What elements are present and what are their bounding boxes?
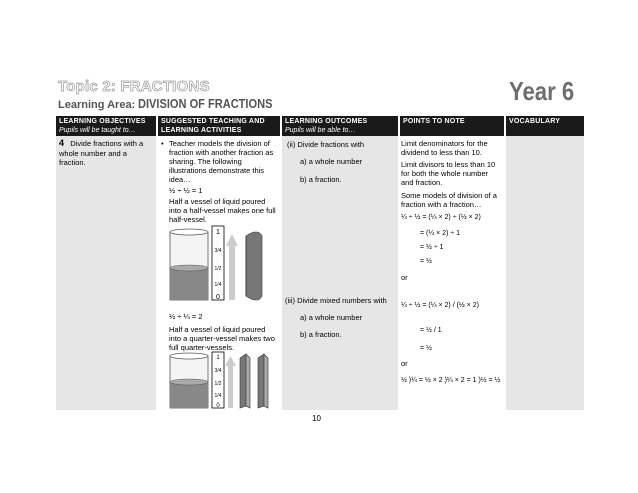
intro-line-3: sharing. The following — [169, 157, 242, 166]
intro-line-2: fraction with another fraction as — [169, 148, 274, 157]
activities-title: SUGGESTED TEACHING AND — [161, 118, 265, 125]
vessel-liquid-top — [170, 265, 208, 271]
model3: ½ )¼ = ½ × 2 )¼ × 2 = 1 )½ = ½ — [401, 377, 501, 384]
page-number: 10 — [312, 414, 321, 423]
objective-text-1: Divide fractions with a — [70, 139, 144, 148]
outcome-ii: (ii) Divide fractions with — [287, 140, 365, 149]
vessel-liquid-top — [170, 379, 208, 385]
objective-number: 4 — [59, 138, 65, 148]
vocabulary-body — [506, 136, 584, 410]
scale-label: 1 — [216, 229, 220, 236]
outcome-iii-a: a) a whole number — [300, 313, 363, 322]
intro-line-5: idea… — [169, 175, 191, 184]
desc2-line-1: Half a vessel of liquid poured — [169, 325, 266, 334]
model1-step-1: ¼ ÷ ½ = (¼ × 2) ÷ (½ × 2) — [401, 214, 481, 221]
desc2-line-3: full quarter-vessels. — [169, 343, 235, 352]
point1-line-2: dividend to less than 10. — [401, 148, 482, 157]
objective-text-2: whole number and a — [59, 149, 127, 158]
equation-2: ½ ÷ ¼ = 2 — [169, 312, 203, 321]
outcome-ii-a: a) a whole number — [300, 157, 363, 166]
outcomes-header — [282, 116, 398, 136]
vessel-top — [170, 229, 208, 235]
arrow-icon — [228, 364, 233, 408]
objective-line-1 — [59, 139, 143, 148]
vessel-top — [170, 353, 208, 359]
model2-step-1: ¼ ÷ ½ = (¼ × 2) / (½ × 2) — [401, 302, 479, 309]
outcome-ii-b: b) a fraction. — [300, 175, 342, 184]
points-header — [400, 116, 504, 136]
outcomes-column — [282, 116, 398, 410]
activities-body — [158, 136, 280, 410]
points-column — [400, 116, 504, 410]
objectives-header — [56, 116, 156, 136]
vocabulary-title: VOCABULARY — [509, 118, 561, 125]
point2-line-2: for both the whole number — [401, 169, 489, 178]
quarter-vessel — [264, 354, 268, 408]
objectives-title: LEARNING OBJECTIVES — [59, 118, 146, 125]
point2-line-3: and fraction. — [401, 178, 443, 187]
points-body — [400, 136, 504, 410]
model1-step-3: = ½ ÷ 1 — [420, 244, 444, 251]
syllabus-table — [56, 116, 584, 410]
outcome-iii-b: b) a fraction. — [300, 330, 342, 339]
model2-step-3: = ½ — [420, 345, 432, 352]
quarter-vessel — [240, 354, 246, 408]
scale-label: 0 — [216, 294, 220, 301]
outcomes-title: LEARNING OUTCOMES — [285, 118, 368, 125]
vessel-liquid — [170, 382, 208, 408]
desc2-line-2: into a quarter-vessel makes two — [169, 334, 275, 343]
point1-line-1: Limit denominators for the — [401, 139, 488, 148]
half-vessel — [246, 232, 262, 300]
point2-line-1: Limit divisors to less than 10 — [401, 160, 496, 169]
scale-label: 1/4 — [214, 282, 222, 288]
learning-area — [58, 96, 296, 111]
scale-label: 0 — [216, 403, 220, 409]
point3-line-1: Some models of division of a — [401, 191, 497, 200]
learning-area-name: DIVISION OF FRACTIONS — [138, 96, 273, 111]
or-separator-2: or — [401, 359, 408, 368]
scale-label: 1/4 — [214, 393, 222, 399]
scale-label: 1 — [216, 355, 220, 361]
outcomes-body — [282, 136, 398, 410]
intro-line-1: Teacher models the division of — [169, 139, 270, 148]
arrow-head-icon — [225, 356, 236, 366]
desc1-line-3: half-vessel. — [169, 215, 207, 224]
scale-box — [212, 226, 224, 300]
activities-column — [158, 116, 280, 410]
quarter-vessel — [258, 354, 264, 408]
objectives-subtitle: Pupils will be taught to… — [59, 127, 136, 134]
objectives-column — [56, 116, 156, 410]
activities-header — [158, 116, 280, 136]
equation-1: ½ ÷ ½ = 1 — [169, 186, 203, 195]
topic-title: Topic 2: FRACTIONS — [58, 78, 210, 95]
objectives-body — [56, 136, 156, 410]
year-label: Year 6 — [509, 76, 575, 106]
desc1-line-2: into a half-vessel makes one full — [169, 206, 276, 215]
model1-step-4: = ½ — [420, 258, 432, 265]
scale-label: 3/4 — [214, 248, 222, 254]
vessel-illustration-2 — [166, 350, 278, 410]
model1-step-2: = (¼ × 2) ÷ 1 — [420, 230, 461, 237]
outcomes-subtitle: Pupils will be able to… — [285, 127, 356, 134]
or-separator-1: or — [401, 273, 408, 282]
model2-step-2: = ½ / 1 — [420, 327, 442, 334]
bullet: • — [161, 139, 164, 148]
arrow-head-icon — [226, 234, 238, 246]
point3-line-2: fraction with a fraction… — [401, 200, 482, 209]
scale-label: 3/4 — [214, 368, 222, 374]
objective-text-3: fraction. — [59, 158, 86, 167]
vessel-illustration-1 — [166, 224, 278, 302]
arrow-icon — [229, 244, 235, 300]
points-title: POINTS TO NOTE — [403, 118, 465, 125]
vocabulary-column — [506, 116, 584, 410]
intro-line-4: illustrations demonstrate this — [169, 166, 265, 175]
vessel-liquid — [170, 268, 208, 300]
activities-subtitle: LEARNING ACTIVITIES — [161, 127, 242, 134]
vocabulary-header — [506, 116, 584, 136]
desc1-line-1: Half a vessel of liquid poured — [169, 197, 266, 206]
scale-label: 1/2 — [214, 381, 222, 387]
outcome-iii: (iii) Divide mixed numbers with — [285, 296, 387, 305]
scale-label: 1/2 — [214, 266, 222, 272]
learning-area-label: Learning Area: — [58, 99, 136, 111]
quarter-vessel — [246, 354, 250, 408]
